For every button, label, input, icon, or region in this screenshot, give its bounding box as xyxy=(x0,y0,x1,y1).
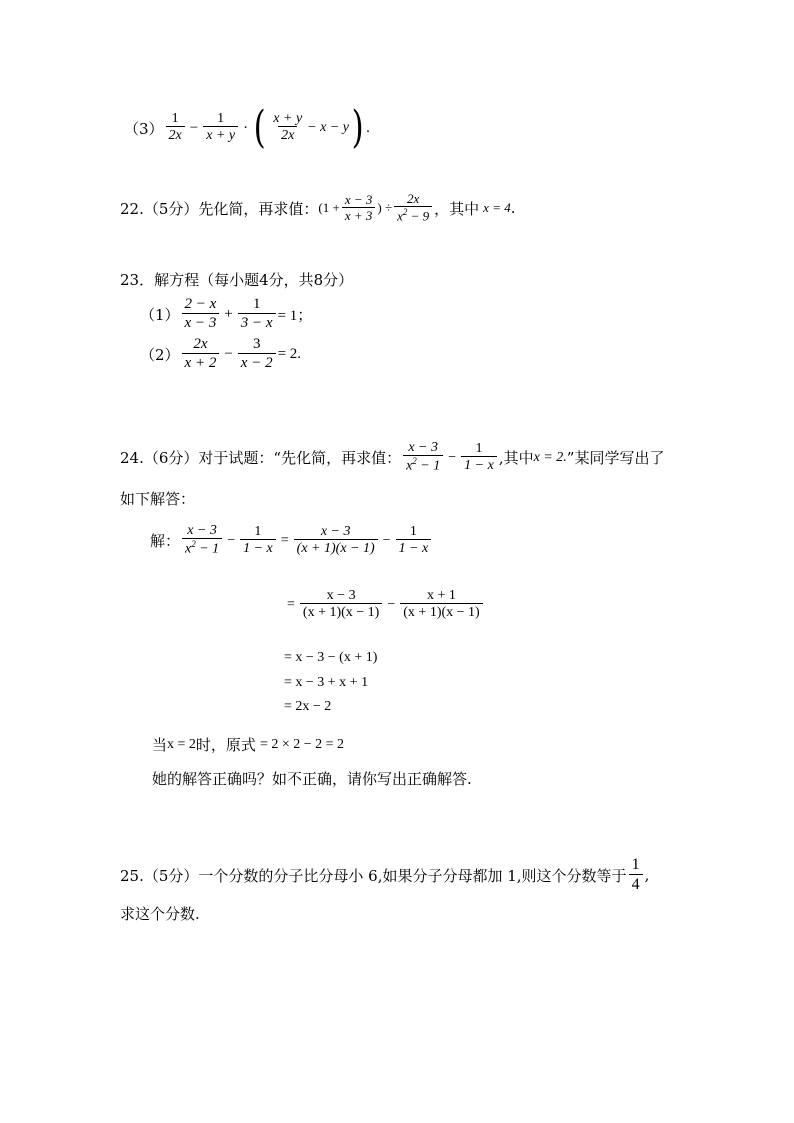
fraction: $\frac{1}{1 - x}$ xyxy=(396,524,432,558)
q24-solution-step3: = x − 3 − (x + 1) xyxy=(284,650,378,665)
fraction: $\frac{x - 3}{x + 3}$ xyxy=(342,193,376,225)
q25-text: 25.（5分）一个分数的分子比分母小 6,如果分子分母都加 1,则这个分数等于 xyxy=(120,866,627,885)
fraction: $\frac{1}{3 - x}$ xyxy=(238,296,276,332)
q25-comma: , xyxy=(644,866,650,885)
q22-text: 22.（5分）先化简，再求值： xyxy=(120,199,319,218)
q23-part1: （1） $\frac{2 - x}{x - 3}$ + $\frac{1}{3 - x}$ = 1； xyxy=(140,296,313,331)
q22-condition: x = 4 xyxy=(483,200,511,216)
fraction-denominator: 4 xyxy=(629,874,643,895)
q22: 22.（5分）先化简，再求值： (1 + $\frac{x - 3}{x + 3}$ ) ÷ $\frac{2x}{x^2 - 9}$ ，其中 x = 4 . xyxy=(120,191,516,224)
q25-line2: 求这个分数. xyxy=(120,905,200,923)
fraction: $\frac{1}{x + y}$ xyxy=(203,111,238,145)
q24-solution-step5: = 2x − 2 xyxy=(284,699,332,714)
fraction-numerator: 1 xyxy=(631,856,640,873)
right-paren: ) xyxy=(351,102,364,153)
q22-end: . xyxy=(510,199,516,218)
when-text-2: 时，原式 xyxy=(195,736,256,754)
q23-part1-end: = 1； xyxy=(277,307,313,324)
q22-tail: ，其中 xyxy=(434,199,480,218)
q24-question: 她的解答正确吗？如不正确，请你写出正确解答. xyxy=(152,770,472,788)
fraction: $\frac{2 - x}{x - 3}$ xyxy=(182,296,220,332)
q24-text: 24.（6分）对于试题：“先化简，再求值： xyxy=(120,449,402,468)
q24-tail2: ”某同学写出了 xyxy=(566,449,665,468)
q23-part2: （2） $\frac{2x}{x + 2}$ − $\frac{3}{x - 2}$ = 2. xyxy=(140,336,302,371)
q24-solution-step1: 解： $\frac{x - 3}{x^2 - 1}$ − $\frac{1}{1 - x}$ = $\frac{x - 3}{(x + 1)(x - 1)}$ − $\frac{1}{1 - x}$ xyxy=(150,523,433,559)
fraction: $\frac{1}{1 - x}$ xyxy=(461,441,497,475)
fraction: $\frac{x - 3}{(x + 1)(x - 1)}$ xyxy=(294,524,378,558)
when-result: = 2 × 2 − 2 = 2 xyxy=(259,736,345,752)
q21-part3-label: （3） xyxy=(124,119,164,138)
fraction: $\frac{1}{2x}$ xyxy=(166,111,185,145)
q24-line1: 24.（6分）对于试题：“先化简，再求值： $\frac{x - 3}{x^2 - 1}$ − $\frac{1}{1 - x}$ ,其中 x = 2. ”某同学写出了 xyxy=(120,440,665,475)
when-condition: x = 2 xyxy=(167,736,196,752)
q24-line2: 如下解答： xyxy=(120,490,196,508)
q21-part3: （3） $\frac{1}{2x}$ − $\frac{1}{x + y}$ · ( $\frac{x + y}{2x}$ − x − y ) . xyxy=(124,102,370,153)
fraction: $\frac{3}{x - 2}$ xyxy=(238,336,276,372)
when-text: 当 xyxy=(152,736,168,754)
fraction: $\frac{x + 1}{(x + 1)(x - 1)}$ xyxy=(400,588,482,622)
q23-part2-label: （2） xyxy=(140,345,180,364)
q23-part1-label: （1） xyxy=(140,305,180,324)
fraction: $\frac{2x}{x + 2}$ xyxy=(182,336,220,372)
q23-part2-end: = 2. xyxy=(277,345,302,362)
fraction xyxy=(629,856,643,895)
fraction: $\frac{2x}{x^2 - 9}$ xyxy=(394,192,432,225)
q24-condition: x = 2. xyxy=(533,449,567,465)
fraction: $\frac{x - 3}{(x + 1)(x - 1)}$ xyxy=(300,588,382,622)
q24-solution-step4: = x − 3 + x + 1 xyxy=(284,675,369,690)
q23-title: 23．解方程（每小题4分，共8分） xyxy=(120,271,354,289)
fraction: $\frac{1}{1 - x}$ xyxy=(240,524,276,558)
fraction: $\frac{x + y}{2x}$ xyxy=(273,111,303,144)
solution-label: 解： xyxy=(150,532,181,551)
left-paren: ( xyxy=(253,102,266,153)
fraction: $\frac{x - 3}{x^2 - 1}$ xyxy=(403,440,443,476)
q24-evaluation xyxy=(152,734,344,755)
q24-tail: ,其中 xyxy=(498,449,534,468)
q25-line1 xyxy=(120,856,649,895)
fraction: $\frac{x - 3}{x^2 - 1}$ xyxy=(182,523,222,559)
q24-solution-step2: = $\frac{x - 3}{(x + 1)(x - 1)}$ − $\frac{x + 1}{(x + 1)(x - 1)}$ xyxy=(284,588,485,622)
